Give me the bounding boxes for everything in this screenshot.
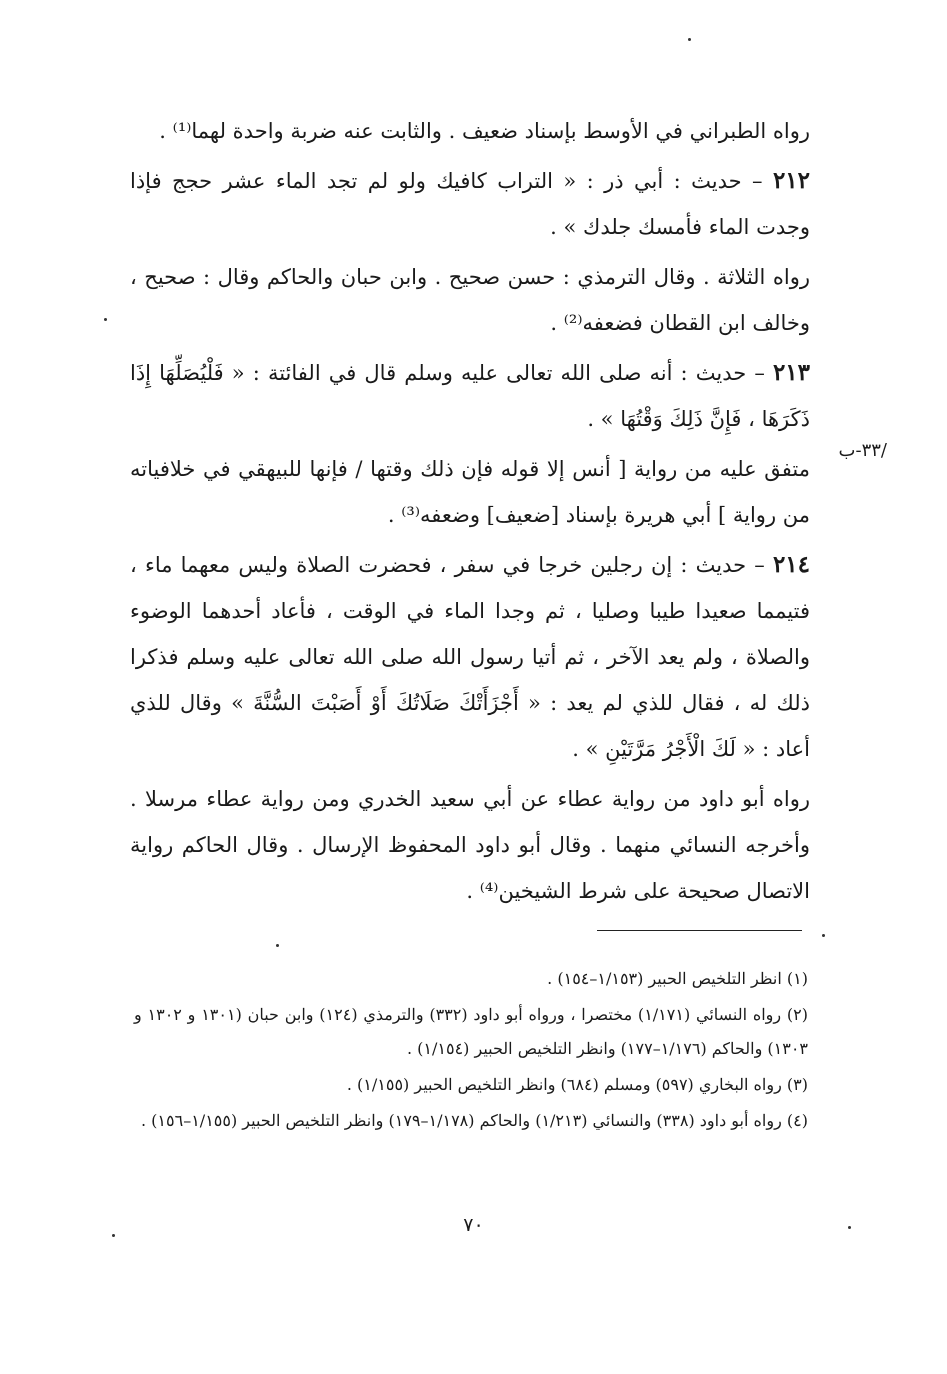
paragraph-text: متفق عليه من رواية [ أنس إلا قوله فإن ذلك وقتها / فإنها للبيهقي في خلافياته من رواية ] أبي هريرة بإسناد [ضعيف] وضعفه⁽³⁾ .: [130, 457, 810, 527]
paragraph-6: [130, 542, 810, 772]
paragraph-text: – حديث : أنه صلى الله تعالى عليه وسلم قال في الفائتة : « فَلْيُصَلِّهَا إِذَا ذَكَرَهَا ، فَإِنَّ ذَلِكَ وَقْتُهَا » .: [130, 361, 810, 431]
scan-speck: [276, 944, 279, 947]
paragraph-text: رواه أبو داود من رواية عطاء عن أبي سعيد الخدري ومن رواية عطاء مرسلا . وأخرجه النسائي منهما . وقال أبو داود المحفوظ الإرسال . وقال الحاكم رواية الاتصال صحيحة على شرط الشيخين⁽⁴⁾ .: [130, 787, 810, 903]
footnote-3: (٣) رواه البخاري (٥٩٧) ومسلم (٦٨٤) وانظر التلخيص الحبير (١/١٥٥) .: [346, 1075, 808, 1094]
footnote-1: (١) انظر التلخيص الحبير (١/١٥٣–١٥٤) .: [547, 969, 808, 988]
paragraph-1: [130, 108, 810, 154]
paragraph-text: رواه الطبراني في الأوسط بإسناد ضعيف . والثابت عنه ضربة واحدة لهما⁽¹⁾ .: [159, 119, 810, 143]
scan-speck: [112, 1234, 115, 1237]
footnote-separator: [597, 930, 802, 931]
footnotes: [134, 962, 808, 1140]
hadith-number: ٢١٤: [772, 551, 810, 578]
scan-speck: [688, 38, 691, 41]
paragraph-text: – حديث : إن رجلين خرجا في سفر ، فحضرت الصلاة وليس معهما ماء ، فتيمما صعيدا طيبا وصليا ، ثم وجدا الماء في الوقت ، فأعاد أحدهما الوضوء والصلاة ، ولم يعد الآخر ، ثم أتيا رسول الله صلى الله تعالى عليه وسلم فذكرا ذلك له ، فقال للذي لم يعد : « أَجْزَأَتْكَ صَلَاتُكَ أَوْ أَصَبْتَ السُّنَّةَ » وقال للذي أعاد : « لَكَ الْأَجْرُ مَرَّتَيْنِ » .: [130, 553, 810, 761]
hadith-number: ٢١٢: [772, 167, 810, 194]
manuscript-folio-marker: /٣٣-ب: [838, 440, 887, 461]
paragraph-4: [130, 350, 810, 442]
main-text: [130, 108, 810, 918]
scan-speck: [822, 934, 825, 937]
paragraph-2: [130, 158, 810, 250]
paragraph-3: [130, 254, 810, 346]
paragraph-5: [130, 446, 810, 538]
hadith-number: ٢١٣: [772, 359, 810, 386]
paragraph-7: [130, 776, 810, 914]
page-number: ٧٠: [463, 1214, 484, 1236]
scan-speck: [848, 1226, 851, 1229]
paragraph-text: رواه الثلاثة . وقال الترمذي : حسن صحيح . وابن حبان والحاكم وقال : صحيح ، وخالف ابن القطان فضعفه⁽²⁾ .: [130, 265, 810, 335]
footnote-4: (٤) رواه أبو داود (٣٣٨) والنسائي (١/٢١٣) والحاكم (١/١٧٨–١٧٩) وانظر التلخيص الحبير (١/١٥٥–١٥٦) .: [141, 1111, 808, 1130]
scan-speck: [104, 318, 107, 321]
footnote-2: (٢) رواه النسائي (١/١٧١) مختصرا ، ورواه أبو داود (٣٣٢) والترمذي (١٢٤) وابن حبان (١٣٠١ و ١٣٠٢ و ١٣٠٣) والحاكم (١/١٧٦–١٧٧) وانظر التلخيص الحبير (١/١٥٤) .: [134, 1005, 808, 1058]
paragraph-text: – حديث : أبي ذر : « التراب كافيك ولو لم تجد الماء عشر حجج فإذا وجدت الماء فأمسك جلدك » .: [130, 169, 810, 239]
